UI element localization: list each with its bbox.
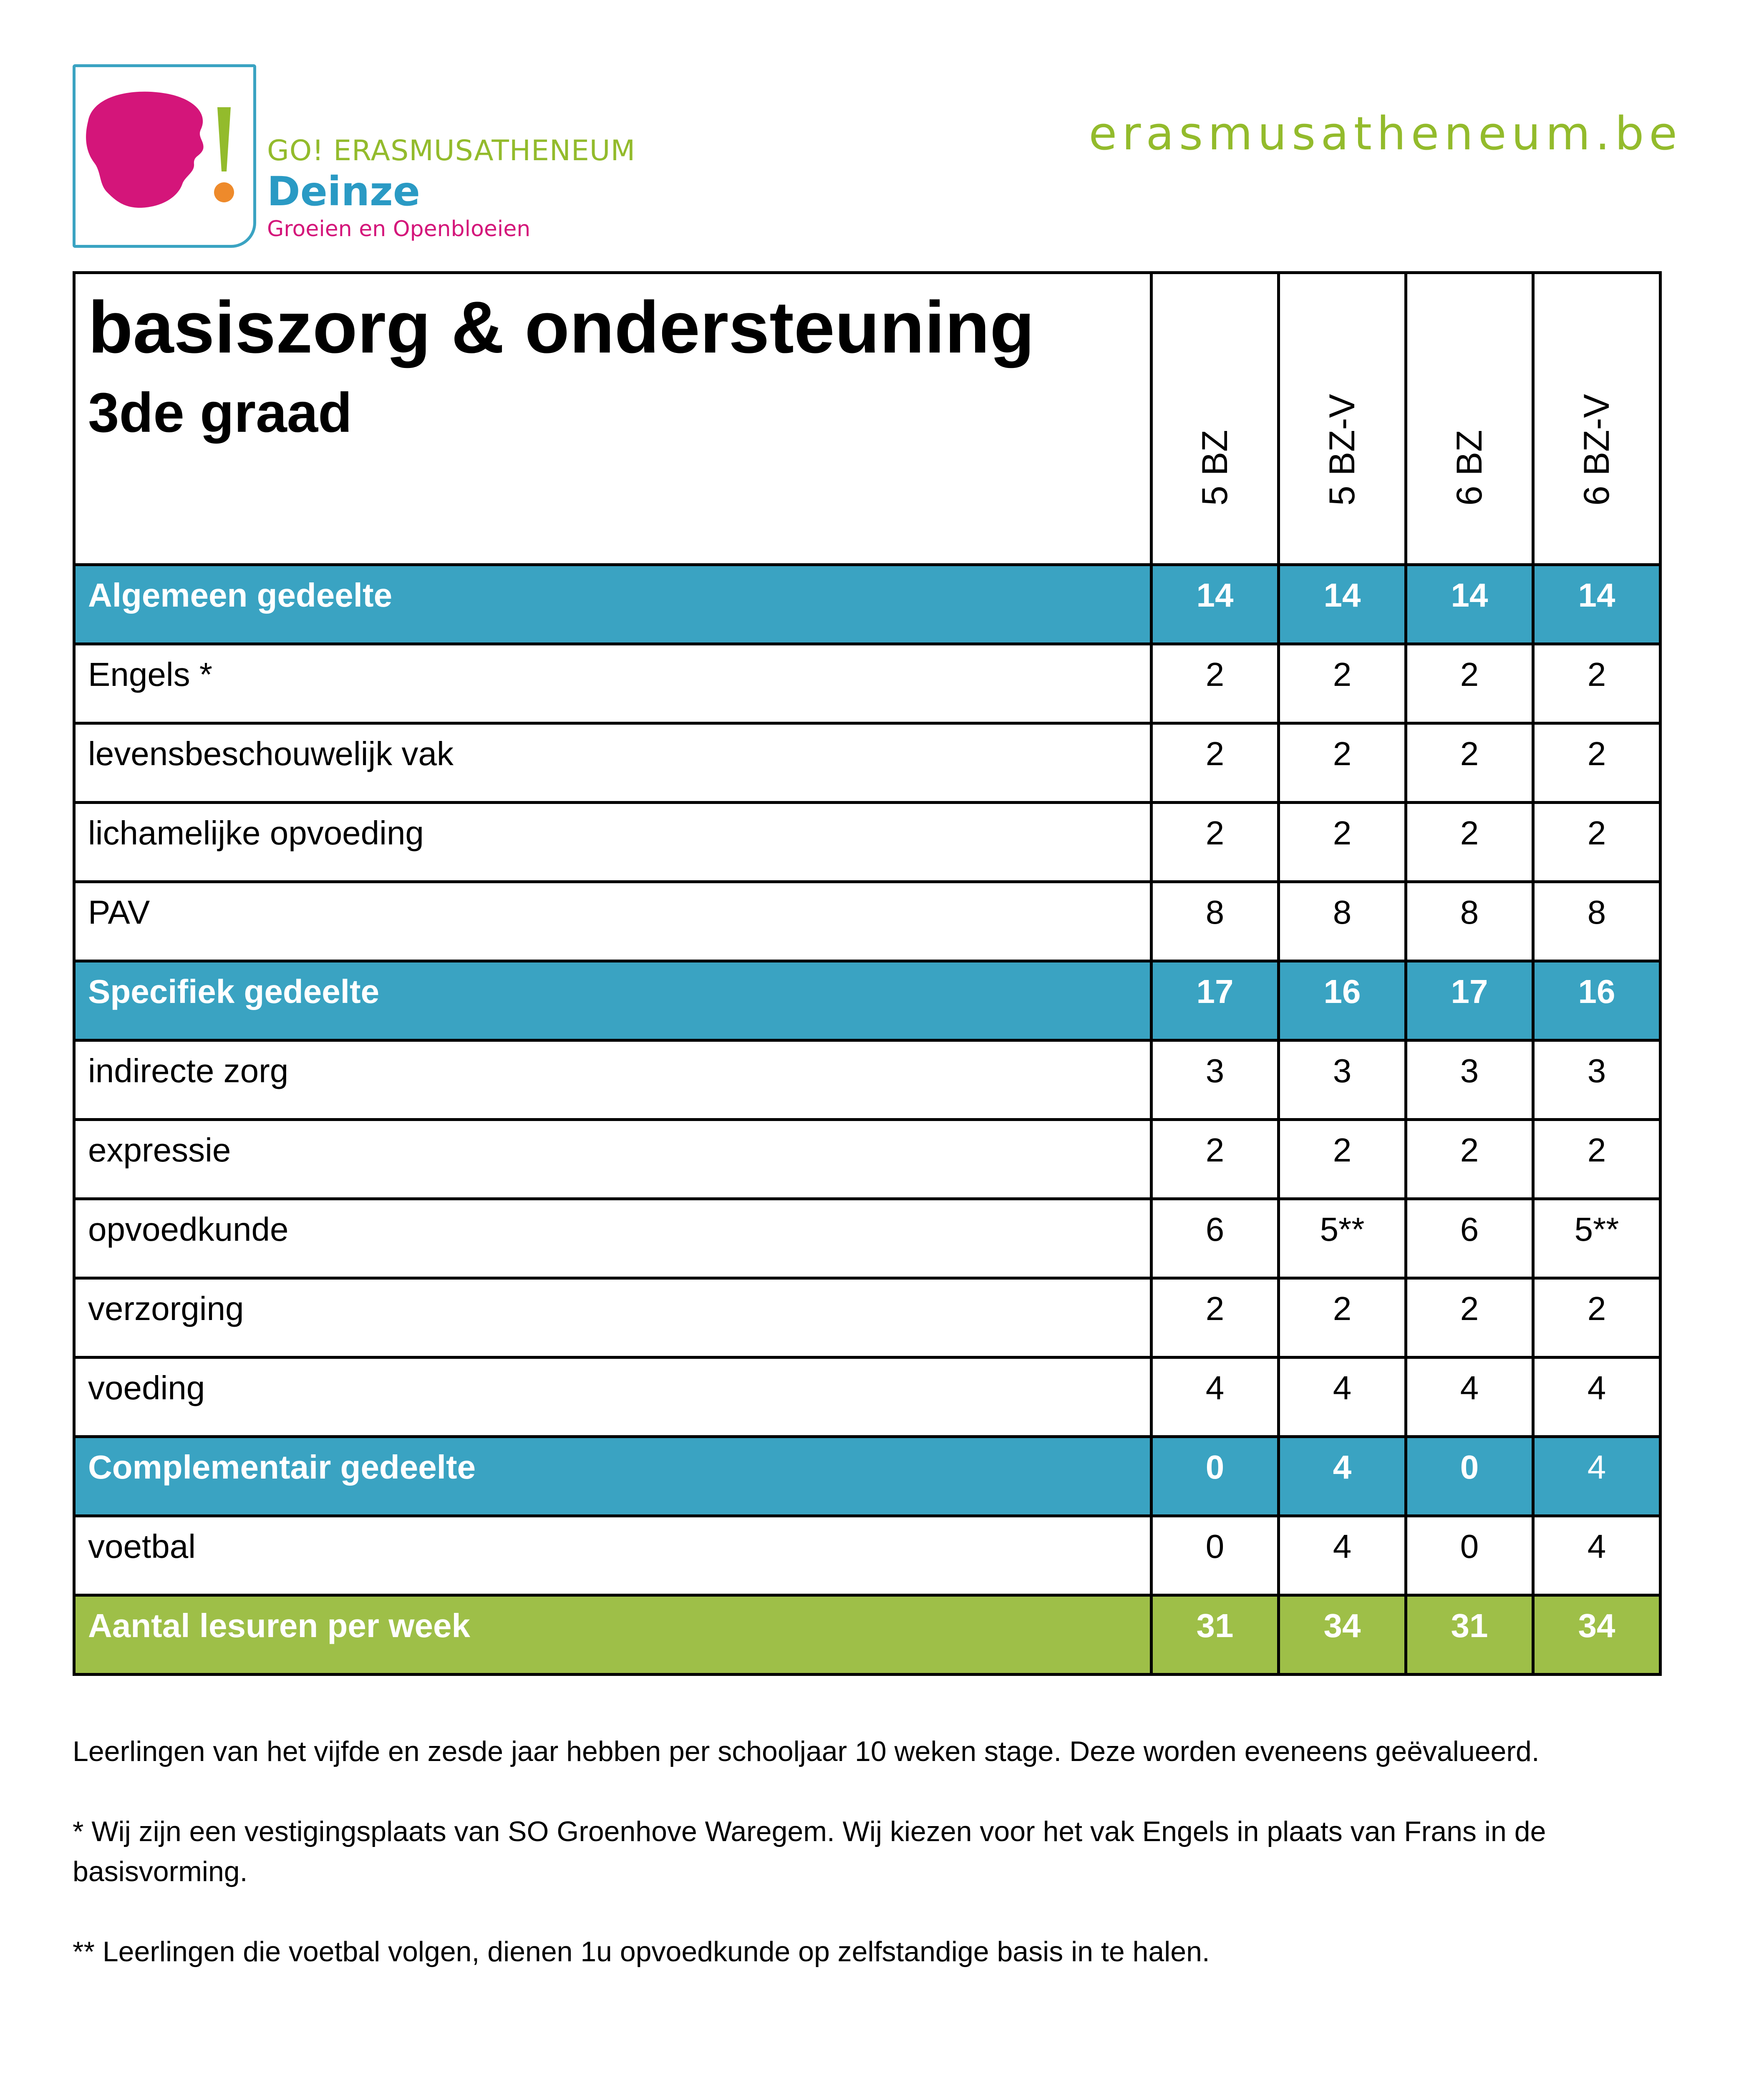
hours-cell: 2: [1152, 644, 1279, 723]
hours-cell: 4: [1152, 1358, 1279, 1437]
row-label: Aantal lesuren per week: [74, 1595, 1152, 1675]
table-row: [74, 1278, 1661, 1358]
hours-cell: 2: [1279, 644, 1406, 723]
hours-cell: 2: [1279, 1120, 1406, 1199]
hours-cell: 14: [1152, 565, 1279, 644]
hours-cell: 3: [1279, 1040, 1406, 1120]
footnotes: [73, 1731, 1658, 2012]
hours-cell: 2: [1406, 1120, 1533, 1199]
hours-cell: 31: [1406, 1595, 1533, 1675]
hours-cell: 0: [1406, 1437, 1533, 1516]
row-label: lichamelijke opvoeding: [74, 803, 1152, 882]
note-voetbal: ** Leerlingen die voetbal volgen, dienen 1u opvoedkunde op zelfstandige basis in te halen.: [73, 1936, 1210, 1968]
row-label: voeding: [74, 1358, 1152, 1437]
row-label: expressie: [74, 1120, 1152, 1199]
hours-cell: 5**: [1533, 1199, 1661, 1278]
hours-cell: 14: [1406, 565, 1533, 644]
hours-cell: 0: [1152, 1516, 1279, 1595]
school-city: Deinze: [267, 168, 421, 215]
column-header: [1406, 273, 1533, 565]
table-row: [74, 1516, 1661, 1595]
row-label: indirecte zorg: [74, 1040, 1152, 1120]
hours-cell: 4: [1533, 1437, 1661, 1516]
hours-cell: 4: [1406, 1358, 1533, 1437]
hours-cell: 6: [1406, 1199, 1533, 1278]
hours-cell: 8: [1279, 882, 1406, 961]
page-subtitle: 3de graad: [88, 382, 353, 444]
hours-cell: 2: [1406, 1278, 1533, 1358]
logo-text: [267, 134, 635, 244]
table-row: [74, 1358, 1661, 1437]
column-header: [1533, 273, 1661, 565]
hours-cell: 34: [1279, 1595, 1406, 1675]
hours-cell: 3: [1406, 1040, 1533, 1120]
hours-cell: 34: [1533, 1595, 1661, 1675]
hours-cell: 2: [1406, 644, 1533, 723]
hours-cell: 8: [1533, 882, 1661, 961]
hours-cell: 2: [1152, 1278, 1279, 1358]
row-label: voetbal: [74, 1516, 1152, 1595]
table-row: [74, 1199, 1661, 1278]
hours-cell: 4: [1279, 1516, 1406, 1595]
hours-cell: 14: [1279, 565, 1406, 644]
hours-cell: 31: [1152, 1595, 1279, 1675]
hours-cell: 3: [1533, 1040, 1661, 1120]
logo-head-icon: [76, 67, 253, 245]
section-row: [74, 1437, 1661, 1516]
table-row: [74, 1120, 1661, 1199]
hours-cell: 14: [1533, 565, 1661, 644]
hours-cell: 2: [1152, 803, 1279, 882]
column-header: [1152, 273, 1279, 565]
column-header-label: 6 BZ: [1449, 430, 1489, 506]
column-header-label: 5 BZ: [1195, 430, 1235, 506]
hours-cell: 6: [1152, 1199, 1279, 1278]
hours-cell: 2: [1152, 1120, 1279, 1199]
row-label: Engels *: [74, 644, 1152, 723]
column-header-label: 6 BZ-V: [1577, 394, 1617, 506]
hours-cell: 17: [1406, 961, 1533, 1040]
table-row: [74, 882, 1661, 961]
table-row: [74, 1040, 1661, 1120]
school-name: GO! ERASMUSATHENEUM: [267, 134, 636, 167]
row-label: Specifiek gedeelte: [74, 961, 1152, 1040]
hours-cell: 4: [1279, 1437, 1406, 1516]
hours-cell: 8: [1152, 882, 1279, 961]
hours-cell: 2: [1279, 803, 1406, 882]
hours-cell: 17: [1152, 961, 1279, 1040]
hours-cell: 2: [1533, 1278, 1661, 1358]
hours-cell: 2: [1406, 803, 1533, 882]
row-label: PAV: [74, 882, 1152, 961]
hours-cell: 2: [1533, 1120, 1661, 1199]
row-label: opvoedkunde: [74, 1199, 1152, 1278]
row-label: Complementair gedeelte: [74, 1437, 1152, 1516]
hours-cell: 2: [1533, 803, 1661, 882]
website-link[interactable]: erasmusatheneum.be: [1089, 107, 1682, 160]
hours-cell: 5**: [1279, 1199, 1406, 1278]
hours-cell: 16: [1279, 961, 1406, 1040]
school-slogan: Groeien en Openbloeien: [267, 217, 531, 242]
table-row: [74, 644, 1661, 723]
table-title-cell: [74, 273, 1152, 565]
hours-cell: 2: [1279, 723, 1406, 803]
hours-cell: 2: [1533, 644, 1661, 723]
hours-cell: 8: [1406, 882, 1533, 961]
section-row: [74, 565, 1661, 644]
school-logo: [73, 64, 256, 248]
total-row: [74, 1595, 1661, 1675]
hours-cell: 4: [1279, 1358, 1406, 1437]
hours-cell: 4: [1533, 1358, 1661, 1437]
hours-cell: 2: [1406, 723, 1533, 803]
hours-cell: 3: [1152, 1040, 1279, 1120]
hours-cell: 2: [1279, 1278, 1406, 1358]
row-label: Algemeen gedeelte: [74, 565, 1152, 644]
hours-cell: 2: [1152, 723, 1279, 803]
column-header-label: 5 BZ-V: [1322, 394, 1362, 506]
page-title: basiszorg & ondersteuning: [88, 287, 1035, 368]
hours-cell: 2: [1533, 723, 1661, 803]
table-row: [74, 723, 1661, 803]
hours-cell: 0: [1406, 1516, 1533, 1595]
row-label: levensbeschouwelijk vak: [74, 723, 1152, 803]
note-engels: * Wij zijn een vestigingsplaats van SO Groenhove Waregem. Wij kiezen voor het vak Engels in plaats van Frans in de basisvorming.: [73, 1816, 1546, 1887]
column-header: [1279, 273, 1406, 565]
table-row: [74, 803, 1661, 882]
section-row: [74, 961, 1661, 1040]
note-stage: Leerlingen van het vijfde en zesde jaar hebben per schooljaar 10 weken stage. Deze worden eveneens geëvalueerd.: [73, 1736, 1540, 1767]
timetable: [73, 271, 1662, 1676]
hours-cell: 4: [1533, 1516, 1661, 1595]
hours-cell: 0: [1152, 1437, 1279, 1516]
hours-cell: 16: [1533, 961, 1661, 1040]
table-header-row: [74, 273, 1661, 565]
row-label: verzorging: [74, 1278, 1152, 1358]
